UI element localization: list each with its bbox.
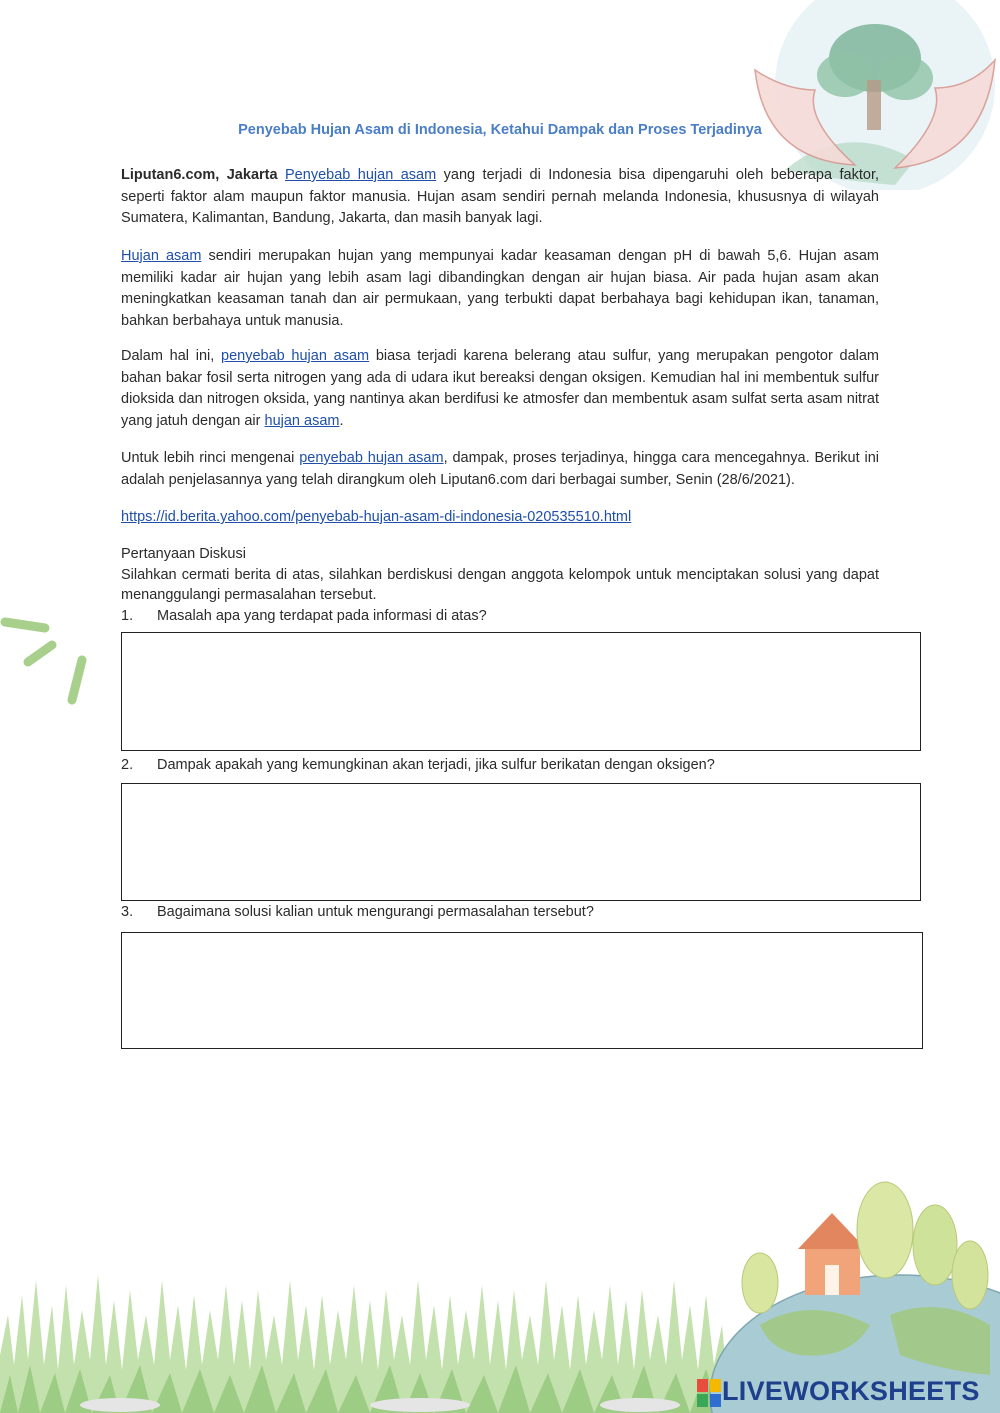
liveworksheets-brand: LIVEWORKSHEETS [722, 1376, 980, 1406]
article-title: Penyebab Hujan Asam di Indonesia, Ketahui Dampak dan Proses Terjadinya [238, 122, 762, 138]
question-2 [121, 757, 715, 773]
grass-decoration [0, 1265, 760, 1413]
answer-box-3[interactable] [121, 932, 923, 1049]
source-url-line [121, 507, 879, 529]
question-3 [121, 904, 594, 920]
paragraph-intro [121, 165, 879, 230]
sun-rays-decoration [0, 600, 100, 710]
paragraph-text: Untuk lebih rinci mengenai [121, 450, 300, 466]
link-penyebab-hujan-asam[interactable]: penyebab hujan asam [221, 348, 370, 364]
question-text: Masalah apa yang terdapat pada informasi di atas? [157, 608, 487, 624]
link-penyebab-hujan-asam[interactable]: penyebab hujan asam [299, 450, 444, 466]
question-number: 1. [121, 608, 134, 624]
question-number: 2. [121, 757, 134, 773]
paragraph-text: . [339, 412, 344, 429]
answer-box-2[interactable] [121, 783, 921, 901]
paragraph-text: , dampak, proses terjadinya, hingga cara mencegahnya. Berikut ini adalah penjelasannya yang telah dirangkum oleh Liputan6.com dari berbagai sumber, Senin (28/6/2021). [121, 450, 879, 488]
paragraph-text: biasa terjadi karena belerang atau sulfur, yang merupakan pengotor dalam bahan bakar fosil serta nitrogen yang ada di udara ikut bereaksi dengan oksigen. Kemudian hal ini membentuk sulfur dioksida dan nitrogen oksida, yang nantinya akan berdifusi ke atmosfer dan membentuk asam sulfat serta asam nitrat yang jatuh dengan air [121, 348, 880, 429]
paragraph-text: yang terjadi di Indonesia bisa dipengaruhi oleh beberapa faktor, seperti faktor alam maupun faktor manusia. Hujan asam sendiri pernah melanda Indonesia, khususnya di wilayah Sumatera, Kalimantan, Bandung, Jakarta, dan masih banyak lagi. [121, 167, 880, 226]
link-hujan-asam[interactable]: hujan asam [264, 412, 340, 429]
paragraph-definition [121, 246, 879, 332]
question-text: Dampak apakah yang kemungkinan akan terjadi, jika sulfur berikatan dengan oksigen? [157, 757, 715, 773]
discussion-heading: Pertanyaan Diskusi [121, 546, 246, 562]
question-1 [121, 608, 487, 624]
paragraph-text: sendiri merupakan hujan yang mempunyai kadar keasaman dengan pH di bawah 5,6. Hujan asam memiliki kadar air hujan yang lebih asam lagi dibandingkan dengan air hujan biasa. Air pada hujan asam akan meningkatkan keasaman tanah dan air permukaan, yang terbukti dapat berbahaya bagi kehidupan ikan, tanaman, bahkan berbahaya untuk manusia. [121, 248, 879, 329]
source-label: Liputan6.com, Jakarta [121, 167, 278, 183]
liveworksheets-logo-icon [697, 1379, 721, 1407]
link-penyebab-hujan-asam[interactable]: Penyebab hujan asam [285, 167, 437, 183]
question-text: Bagaimana solusi kalian untuk mengurangi permasalahan tersebut? [157, 904, 594, 920]
paragraph-text: Dalam hal ini, [121, 348, 221, 364]
link-hujan-asam[interactable]: Hujan asam [121, 248, 202, 264]
hands-tree-illustration [745, 0, 1000, 190]
source-url-link[interactable]: https://id.berita.yahoo.com/penyebab-hujan-asam-di-indonesia-020535510.html [121, 509, 632, 525]
discussion-instruction: Silahkan cermati berita di atas, silahkan berdiskusi dengan anggota kelompok untuk menciptakan solusi yang dapat menanggulangi permasalahan tersebut. [121, 567, 879, 603]
paragraph-summary [121, 448, 879, 491]
question-number: 3. [121, 904, 134, 920]
answer-box-1[interactable] [121, 632, 921, 751]
paragraph-cause [121, 346, 879, 432]
